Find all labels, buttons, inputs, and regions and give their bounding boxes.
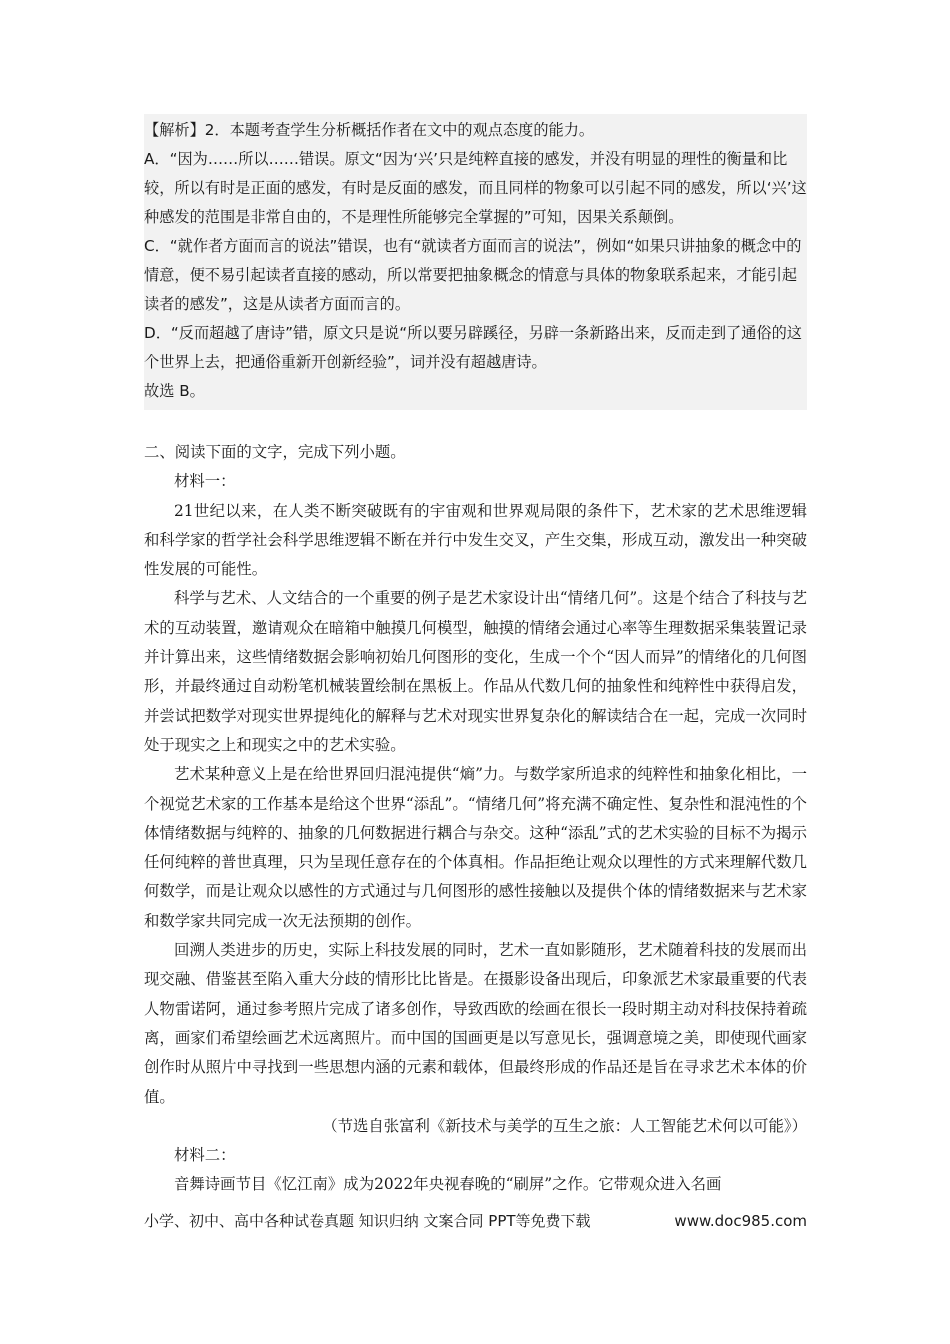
paragraph-4: 回溯人类进步的历史，实际上科技发展的同时，艺术一直如影随形，艺术随着科技的发展而出现交融、借鉴甚至陷入重大分歧的情形比比皆是。在摄影设备出现后，印象派艺术家最重要的代表人物雷诺阿，通过参考照片完成了诸多创作，导致西欧的绘画在很长一段时期主动对科技保持着疏离，画家们希望绘画艺术远离照片。而中国的国画更是以写意见长，强调意境之美，即使现代画家创作时从照片中寻找到一些思想内涵的元素和载体，但最终形成的作品还是旨在寻求艺术本体的价值。 xyxy=(144,941,807,1106)
source-citation: （节选自张富利《新技术与美学的互生之旅：人工智能艺术何以可能》） xyxy=(322,1116,807,1135)
analysis-option-d: D．“反而超越了唐诗”错，原文只是说“所以要另辟蹊径，另辟一条新路出来，反而走到了通俗的这个世界上去，把通俗重新开创新经验”，词并没有超越唐诗。 xyxy=(144,324,802,371)
analysis-answer: 故选 B。 xyxy=(144,382,205,400)
paragraph-1: 21世纪以来，在人类不断突破既有的宇宙观和世界观局限的条件下，艺术家的艺术思维逻辑和科学家的哲学社会科学思维逻辑不断在并行中发生交叉，产生交集，形成互动，激发出一种突破性发展的可能性。 xyxy=(144,501,807,579)
paragraph-5: 音舞诗画节目《忆江南》成为2022年央视春晚的“刷屏”之作。它带观众进入名画 xyxy=(174,1175,722,1194)
paragraph-2: 科学与艺术、人文结合的一个重要的例子是艺术家设计出“情绪几何”。这是个结合了科技与艺术的互动装置，邀请观众在暗箱中触摸几何模型，触摸的情绪会通过心率等生理数据采集装置记录并计算出来，这些情绪数据会影响初始几何图形的变化，生成一个个“因人而异”的情绪化的几何图形，并最终通过自动粉笔机械装置绘制在黑板上。作品从代数几何的抽象性和纯粹性中获得启发，并尝试把数学对现实世界提纯化的解释与艺术对现实世界复杂化的解读结合在一起，完成一次同时处于现实之上和现实之中的艺术实验。 xyxy=(144,589,807,754)
footer-text: 小学、初中、高中各种试卷真题 知识归纳 文案合同 PPT等免费下载 xyxy=(144,1212,591,1230)
analysis-box xyxy=(144,114,807,410)
reading-section xyxy=(144,438,807,1200)
section-heading: 二、阅读下面的文字，完成下列小题。 xyxy=(144,443,406,461)
material-two-label: 材料二： xyxy=(174,1146,236,1165)
analysis-option-a: A．“因为……所以……错误。原文“因为‘兴’只是纯粹直接的感发，并没有明显的理性的衡量和比较，所以有时是正面的感发，有时是反面的感发，而且同样的物象可以引起不同的感发，所以‘兴’这种感发的范围是非常自由的，不是理性所能够完全掌握的”可知，因果关系颠倒。 xyxy=(144,150,807,226)
analysis-intro: 【解析】2．本题考查学生分析概括作者在文中的观点态度的能力。 xyxy=(144,121,595,139)
paragraph-3: 艺术某种意义上是在给世界回归混沌提供“熵”力。与数学家所追求的纯粹性和抽象化相比，一个视觉艺术家的工作基本是给这个世界“添乱”。“情绪几何”将充满不确定性、复杂性和混沌性的个体情绪数据与纯粹的、抽象的几何数据进行耦合与杂交。这种“添乱”式的艺术实验的目标不为揭示任何纯粹的普世真理，只为呈现任意存在的个体真相。作品拒绝让观众以理性的方式来理解代数几何数学，而是让观众以感性的方式通过与几何图形的感性接触以及提供个体的情绪数据来与艺术家和数学家共同完成一次无法预期的创作。 xyxy=(144,765,807,930)
page-footer xyxy=(144,1206,807,1236)
analysis-option-c: C．“就作者方面而言的说法”错误，也有“就读者方面而言的说法”，例如“如果只讲抽象的概念中的情意，便不易引起读者直接的感动，所以常要把抽象概念的情意与具体的物象联系起来，才能引起读者的感发”，这是从读者方面而言的。 xyxy=(144,237,802,313)
material-one-label: 材料一： xyxy=(174,472,236,491)
footer-website: www.doc985.com xyxy=(674,1212,807,1230)
